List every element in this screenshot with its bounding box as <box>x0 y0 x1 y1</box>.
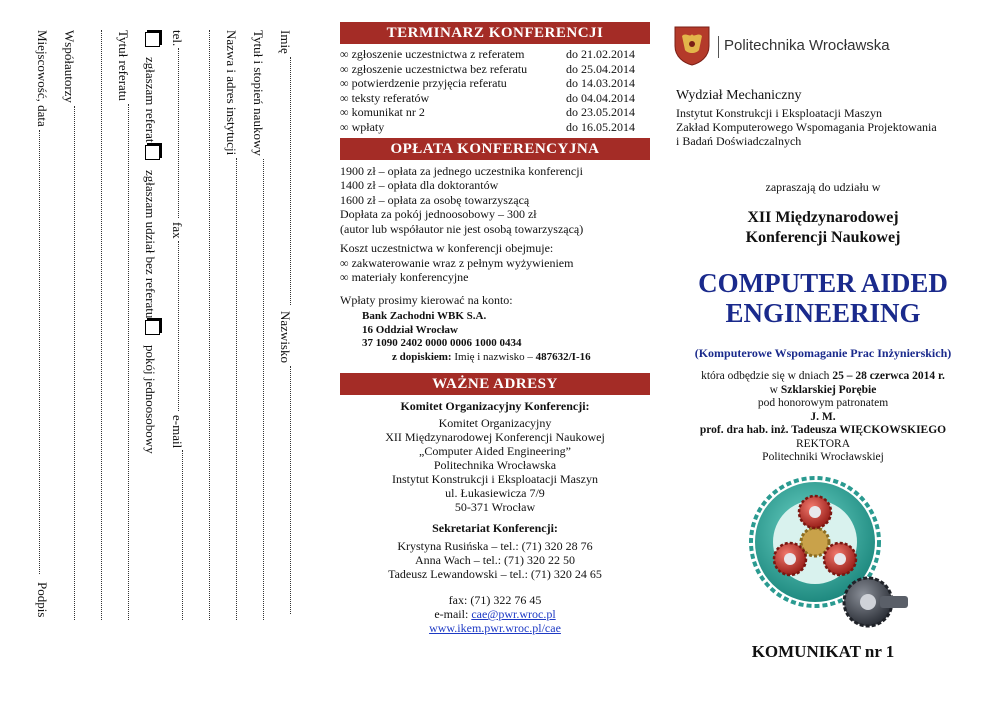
bank-details <box>362 310 650 364</box>
committee-address <box>340 416 650 514</box>
committee-title: Komitet Organizacyjny Konferencji: <box>400 399 590 414</box>
checkbox-pokoj[interactable] <box>145 320 160 335</box>
conference-name <box>662 208 984 248</box>
fax-number: fax: (71) 322 76 45 <box>448 593 542 608</box>
field-miejscowosc[interactable] <box>39 130 40 574</box>
label-nazwa-adres: Nazwa i adres instytucji <box>224 30 239 156</box>
payment-note <box>392 351 650 365</box>
registration-form <box>0 0 318 701</box>
label-miejscowosc: Miejscowość, data <box>35 30 50 127</box>
form-line-paper-title-2 <box>86 30 106 620</box>
invite-text: zapraszają do udziału w <box>765 180 881 194</box>
label-tel: tel. <box>170 30 185 47</box>
institute-line: Instytut Konstrukcji i Eksploatacji Maszyn <box>676 106 882 120</box>
place-value: Szklarskiej Porębie <box>780 383 877 396</box>
form-line-paper-title <box>113 30 133 620</box>
committee-line: Instytut Konstrukcji i Eksploatacji Maszyn <box>392 472 598 487</box>
payment-intro: Wpłaty prosimy kierować na konto: <box>340 292 513 307</box>
committee-line: XII Międzynarodowej Konferencji Naukowej <box>385 430 605 445</box>
event-details <box>662 370 984 465</box>
bank-name: Bank Zachodni WBK S.A. <box>362 310 487 323</box>
form-line-title <box>248 30 268 620</box>
addresses-header: WAŻNE ADRESY <box>340 373 650 395</box>
committee-line: ul. Łukasiewicza 7/9 <box>445 486 545 501</box>
website-link[interactable]: www.ikem.pwr.wroc.pl/cae <box>429 621 561 636</box>
form-line-institution-2 <box>194 30 214 620</box>
label-opt-pokoj: pokój jednoosobowy <box>143 344 158 454</box>
field-nazwisko[interactable] <box>290 366 291 614</box>
subtitle: (Komputerowe Wspomaganie Prac Inżynierskich) <box>694 346 952 360</box>
label-wspolautorzy: Współautorzy <box>62 30 77 103</box>
schedule-item <box>340 105 650 120</box>
form-line-options <box>140 30 160 620</box>
planetary-gear-icon <box>740 474 910 634</box>
includes-item: ∞ materiały konferencyjne <box>340 270 650 285</box>
note-code: 487632/I-16 <box>535 350 591 363</box>
komunikat-title: KOMUNIKAT nr 1 <box>751 642 895 661</box>
schedule-item <box>340 120 650 135</box>
label-opt-bez-referatu: zgłaszam udział bez referatu <box>143 169 158 318</box>
university-crest-icon <box>672 24 712 66</box>
schedule-item-label: ∞ zgłoszenie uczestnictwa bez referatu <box>340 62 566 77</box>
label-email: e-mail <box>170 414 185 449</box>
checkbox-referat[interactable] <box>145 32 160 47</box>
field-tytul-referatu[interactable] <box>128 104 129 620</box>
form-line-name <box>275 30 295 620</box>
schedule-header: TERMINARZ KONFERENCJI <box>340 22 650 44</box>
schedule-item <box>340 91 650 106</box>
form-line-contact <box>167 30 187 620</box>
field-imie[interactable] <box>290 57 291 305</box>
schedule-item-date: do 14.03.2014 <box>566 76 635 91</box>
fee-lines <box>340 164 650 237</box>
email-label: e-mail: <box>434 607 469 622</box>
secretariat-line: Anna Wach – tel.: (71) 320 22 50 <box>414 553 576 568</box>
bank-branch: 16 Oddział Wrocław <box>362 323 458 336</box>
schedule-item-label: ∞ wpłaty <box>340 120 566 135</box>
fee-line: 1900 zł – opłata za jednego uczestnika konferencji <box>340 163 583 178</box>
includes-list <box>340 256 650 285</box>
schedule-item-date: do 21.02.2014 <box>566 47 635 61</box>
email-link[interactable]: cae@pwr.wroc.pl <box>471 607 556 622</box>
checkbox-bez-referatu[interactable] <box>145 145 160 160</box>
main-title <box>662 268 984 328</box>
place-prefix: w <box>769 383 778 396</box>
conference-line-1: XII Międzynarodowej <box>747 209 899 226</box>
label-podpis: Podpis <box>35 581 50 617</box>
title-line-1: COMPUTER AIDED <box>698 268 948 298</box>
title-line-2: ENGINEERING <box>725 298 921 328</box>
event-place <box>662 384 984 398</box>
contact-block <box>340 593 650 635</box>
fee-line: (autor lub współautor nie jest osobą towarzyszącą) <box>340 221 584 236</box>
secretariat-title: Sekretariat Konferencji: <box>432 521 558 536</box>
form-line-institution <box>221 30 241 620</box>
label-opt-referat: zgłaszam referat <box>143 57 158 143</box>
header-divider <box>718 36 719 58</box>
label-imie: Imię <box>278 30 293 54</box>
field-nazwa-adres-2[interactable] <box>209 30 210 620</box>
field-wspolautorzy[interactable] <box>74 106 75 620</box>
conference-line-2: Konferencji Naukowej <box>745 229 901 246</box>
patronage-text: pod honorowym patronatem <box>757 397 889 409</box>
fee-line: Dopłata za pokój jednoosobowy – 300 zł <box>340 207 537 222</box>
university-name: Politechnika Wrocławska <box>724 37 890 54</box>
committee-line: Komitet Organizacyjny <box>438 416 552 431</box>
label-tytul-referatu: Tytuł referatu <box>116 30 131 101</box>
institute-lines <box>676 106 976 148</box>
faculty-block <box>676 88 976 148</box>
secretariat-line: Tadeusz Lewandowski – tel.: (71) 320 24 65 <box>388 567 602 582</box>
field-fax[interactable] <box>178 241 179 411</box>
patron-name: prof. dra hab. inż. Tadeusza WIĘCKOWSKIEGO <box>699 424 947 436</box>
label-fax: fax <box>170 222 185 239</box>
schedule-item-label: ∞ potwierdzenie przyjęcia referatu <box>340 76 566 91</box>
dates-value: 25 – 28 czerwca 2014 r. <box>832 370 945 382</box>
schedule-list <box>340 47 650 135</box>
secretariat-contacts <box>340 539 650 581</box>
cover-panel <box>662 0 984 701</box>
schedule-item-label: ∞ zgłoszenie uczestnictwa z referatem <box>340 47 566 62</box>
note-text: Imię i nazwisko – <box>454 350 533 363</box>
schedule-item-date: do 23.05.2014 <box>566 105 635 120</box>
university-header <box>672 28 922 68</box>
field-email[interactable] <box>182 450 183 620</box>
field-nazwa-adres[interactable] <box>236 158 237 620</box>
schedule-item-label: ∞ teksty referatów <box>340 91 566 106</box>
fees-header: OPŁATA KONFERENCYJNA <box>340 138 650 160</box>
schedule-item <box>340 62 650 77</box>
schedule-item <box>340 76 650 91</box>
info-panel <box>340 0 650 701</box>
schedule-item <box>340 47 650 62</box>
form-line-signature <box>32 30 52 620</box>
schedule-item-label: ∞ komunikat nr 2 <box>340 105 566 120</box>
rector-title: REKTORA <box>795 437 851 450</box>
institute-line: i Badań Doświadczalnych <box>676 134 802 148</box>
field-tytul-referatu-2[interactable] <box>101 30 102 620</box>
committee-line: „Computer Aided Engineering” <box>419 444 571 459</box>
institute-line: Zakład Komputerowego Wspomagania Projektowania <box>676 120 937 134</box>
bank-account: 37 1090 2402 0000 0006 1000 0434 <box>362 337 522 350</box>
label-tytul-stopien: Tytuł i stopień naukowy <box>251 30 266 156</box>
patron-jm: J. M. <box>810 410 836 423</box>
schedule-item-date: do 04.04.2014 <box>566 90 635 105</box>
schedule-item-date: do 25.04.2014 <box>566 61 635 76</box>
email-line <box>340 607 650 621</box>
secretariat-line: Krystyna Rusińska – tel.: (71) 320 28 76 <box>397 539 593 554</box>
label-nazwisko: Nazwisko <box>278 310 293 363</box>
includes-title: Koszt uczestnictwa w konferencji obejmuje: <box>340 241 554 256</box>
form-line-coauthors <box>59 30 79 620</box>
rector-university: Politechniki Wrocławskiej <box>762 451 884 463</box>
note-bold: z dopiskiem: <box>392 350 452 363</box>
faculty-name: Wydział Mechaniczny <box>676 88 802 103</box>
fee-line: 1600 zł – opłata za osobę towarzyszącą <box>340 192 530 207</box>
dates-prefix: która odbędzie się w dniach <box>701 370 830 382</box>
field-tel[interactable] <box>178 48 179 218</box>
field-tytul-stopien[interactable] <box>263 159 264 620</box>
includes-item: ∞ zakwaterowanie wraz z pełnym wyżywieniem <box>340 256 650 271</box>
event-dates <box>662 370 984 384</box>
schedule-item-date: do 16.05.2014 <box>566 119 635 134</box>
committee-line: Politechnika Wrocławska <box>433 458 557 473</box>
fee-line: 1400 zł – opłata dla doktorantów <box>340 178 499 193</box>
committee-line: 50-371 Wrocław <box>454 500 536 515</box>
